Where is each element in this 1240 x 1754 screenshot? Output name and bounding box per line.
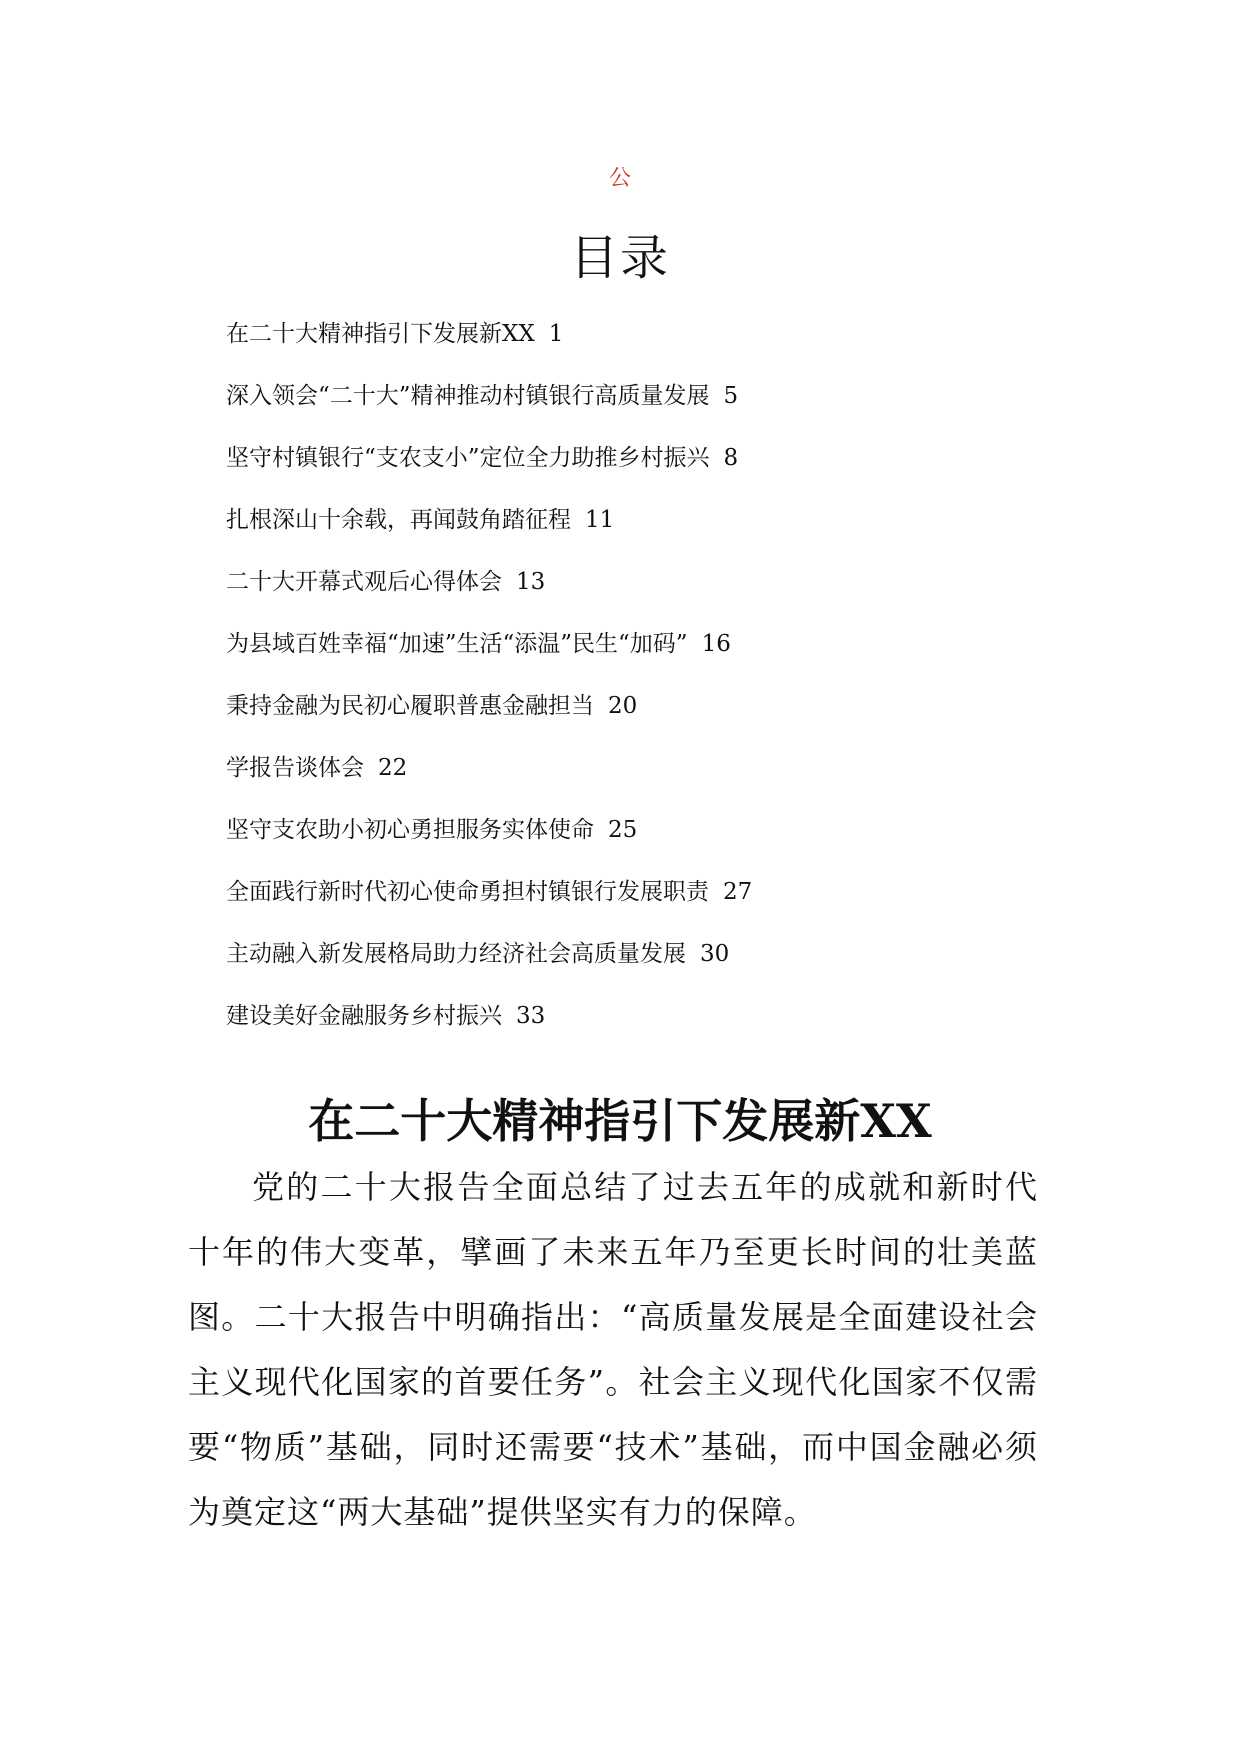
toc-entry[interactable] [226, 814, 1026, 876]
toc-entry[interactable] [226, 566, 1026, 628]
toc-entry[interactable] [226, 442, 1026, 504]
toc-entry-title: 建设美好金融服务乡村振兴 [226, 1003, 502, 1029]
toc-entry-page: 20 [608, 693, 638, 719]
toc-list [226, 318, 1026, 1062]
toc-entry-page: 1 [548, 321, 564, 347]
toc-entry[interactable] [226, 1000, 1026, 1062]
toc-entry[interactable] [226, 504, 1026, 566]
toc-entry-page: 13 [516, 569, 546, 595]
toc-entry-title: 为县域百姓幸福“加速”生活“添温”民生“加码” [226, 631, 688, 657]
toc-entry-page: 30 [700, 941, 730, 967]
toc-entry-title: 坚守村镇银行“支农支小”定位全力助推乡村振兴 [226, 445, 710, 471]
toc-entry-page: 25 [608, 817, 638, 843]
toc-title: 目录 [569, 230, 670, 286]
toc-entry-title: 秉持金融为民初心履职普惠金融担当 [226, 693, 594, 719]
toc-entry-page: 27 [723, 879, 753, 905]
toc-entry[interactable] [226, 380, 1026, 442]
toc-entry[interactable] [226, 938, 1026, 1000]
toc-entry-title: 在二十大精神指引下发展新XX [226, 321, 535, 347]
toc-entry-page: 16 [701, 631, 731, 657]
toc-entry-page: 11 [585, 507, 615, 533]
toc-entry[interactable] [226, 318, 1026, 380]
toc-entry[interactable] [226, 628, 1026, 690]
toc-entry-title: 主动融入新发展格局助力经济社会高质量发展 [226, 941, 686, 967]
toc-entry-title: 扎根深山十余载，再闻鼓角踏征程 [226, 507, 571, 533]
article-title: 在二十大精神指引下发展新XX [308, 1093, 932, 1148]
toc-entry-title: 全面践行新时代初心使命勇担村镇银行发展职责 [226, 879, 709, 905]
header-mark: 公 [608, 166, 631, 191]
toc-entry-title: 坚守支农助小初心勇担服务实体使命 [226, 817, 594, 843]
toc-entry-page: 22 [378, 755, 408, 781]
article-paragraph: 党的二十大报告全面总结了过去五年的成就和新时代十年的伟大变革，擘画了未来五年乃至更长时间的壮美蓝图。二十大报告中明确指出：“高质量发展是全面建设社会主义现代化国家的首要任务”。社会主义现代化国家不仅需要“物质”基础，同时还需要“技术”基础，而中国金融必须为奠定这“两大基础”提供坚实有力的保障。 [188, 1168, 1038, 1531]
toc-entry[interactable] [226, 690, 1026, 752]
toc-entry-title: 二十大开幕式观后心得体会 [226, 569, 502, 595]
toc-entry-title: 学报告谈体会 [226, 755, 364, 781]
toc-entry[interactable] [226, 752, 1026, 814]
toc-entry-page: 8 [723, 445, 739, 471]
toc-entry-page: 5 [723, 383, 739, 409]
toc-entry[interactable] [226, 876, 1026, 938]
toc-entry-title: 深入领会“二十大”精神推动村镇银行高质量发展 [226, 383, 710, 409]
toc-entry-page: 33 [516, 1003, 546, 1029]
